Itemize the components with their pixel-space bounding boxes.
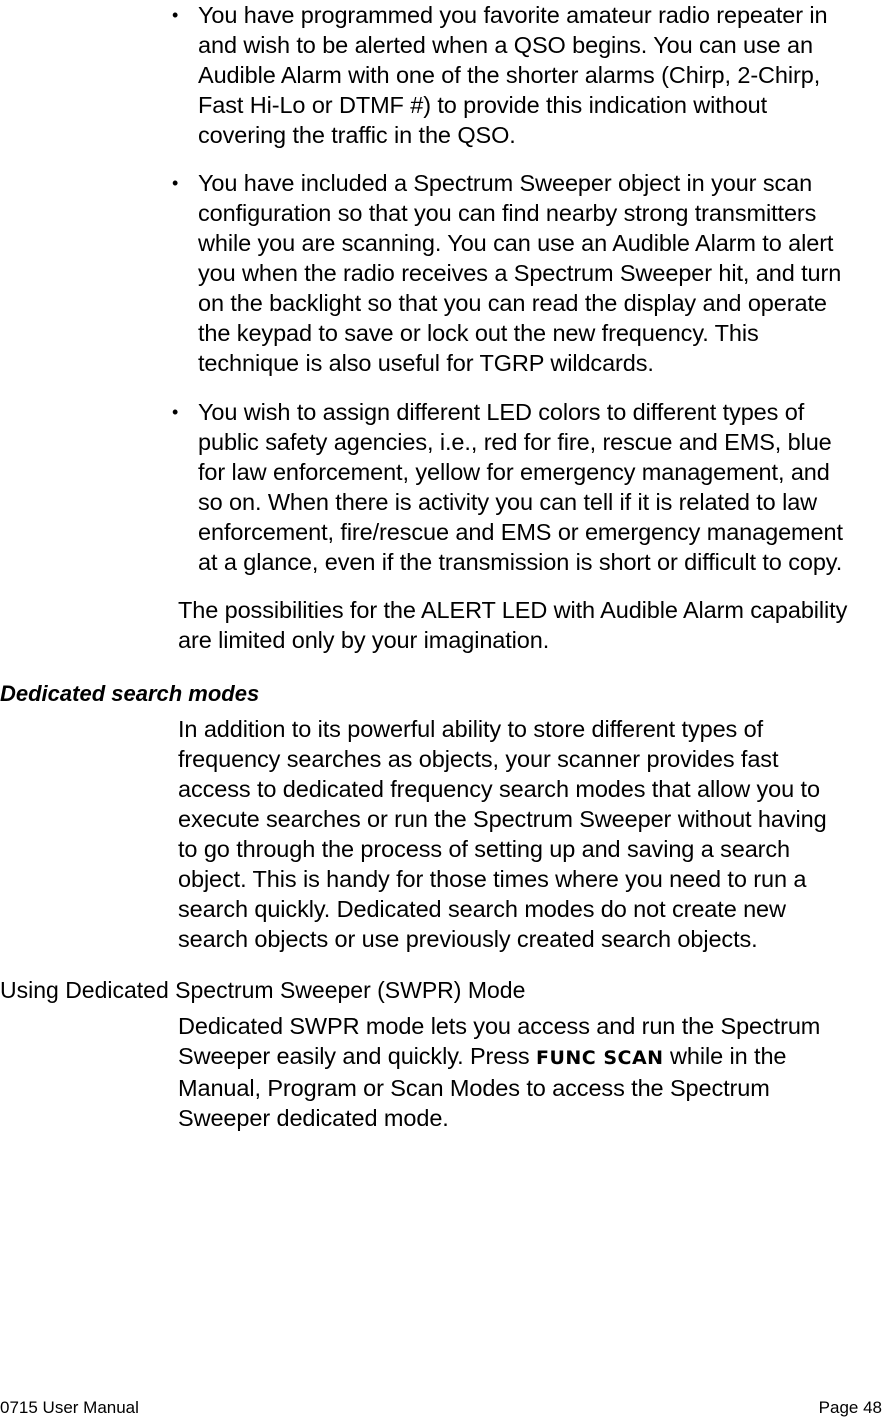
text-line: are limited only by your imagination. — [178, 627, 550, 653]
text-line: search quickly. Dedicated search modes do not create new — [178, 896, 786, 922]
text-line: The possibilities for the ALERT LED with Audible Alarm capability — [178, 597, 848, 623]
bullet-marker: • — [172, 173, 179, 193]
text-line: covering the traffic in the QSO. — [198, 122, 516, 148]
text-line: and wish to be alerted when a QSO begins. You can use an — [198, 32, 813, 58]
swpr-paragraph — [178, 1011, 894, 1133]
text-line — [178, 1041, 894, 1073]
bullet-text — [198, 397, 896, 577]
bullet-text — [198, 0, 896, 150]
text-line: execute searches or run the Spectrum Sweeper without having — [178, 806, 827, 832]
text-line: configuration so that you can find nearby strong transmitters — [198, 200, 817, 226]
bullet-marker: • — [172, 5, 179, 25]
text-line: public safety agencies, i.e., red for fire, rescue and EMS, blue — [198, 429, 832, 455]
text-line: technique is also useful for TGRP wildcards. — [198, 350, 654, 376]
section-heading-dedicated-search: Dedicated search modes — [0, 681, 260, 706]
text-line: the keypad to save or lock out the new frequency. This — [198, 320, 759, 346]
section-heading-swpr: Using Dedicated Spectrum Sweeper (SWPR) Mode — [0, 977, 526, 1003]
text-line: enforcement, fire/rescue and EMS or emergency management — [198, 519, 843, 545]
text-line: so on. When there is activity you can tell if it is related to law — [198, 489, 818, 515]
text-line: at a glance, even if the transmission is short or difficult to copy. — [198, 549, 843, 575]
text-line: Manual, Program or Scan Modes to access the Spectrum — [178, 1075, 770, 1101]
footer-manual-title: 0715 User Manual — [0, 1398, 139, 1417]
text-line: while you are scanning. You can use an Audible Alarm to alert — [198, 230, 834, 256]
text-line: object. This is handy for those times where you need to run a — [178, 866, 807, 892]
dedicated-search-paragraph — [178, 714, 894, 954]
text-line: search objects or use previously created search objects. — [178, 926, 758, 952]
text-line: access to dedicated frequency search modes that allow you to — [178, 776, 820, 802]
text-line: In addition to its powerful ability to store different types of — [178, 716, 764, 742]
text-segment: while in the — [663, 1043, 787, 1069]
text-line: Fast Hi-Lo or DTMF #) to provide this indication without — [198, 92, 768, 118]
func-scan-key-label: FUNC SCAN — [535, 1047, 664, 1069]
text-line: to go through the process of setting up and saving a search — [178, 836, 791, 862]
text-line: You wish to assign different LED colors to different types of — [198, 399, 805, 425]
text-line: you when the radio receives a Spectrum Sweeper hit, and turn — [198, 260, 842, 286]
text-line: Audible Alarm with one of the shorter alarms (Chirp, 2-Chirp, — [198, 62, 821, 88]
possibilities-paragraph — [178, 595, 894, 655]
bullet-text — [198, 168, 896, 378]
bullet-marker: • — [172, 402, 179, 422]
text-line: for law enforcement, yellow for emergency management, and — [198, 459, 830, 485]
text-line: You have included a Spectrum Sweeper object in your scan — [198, 170, 813, 196]
text-line: frequency searches as objects, your scanner provides fast — [178, 746, 779, 772]
text-line: Sweeper dedicated mode. — [178, 1105, 449, 1131]
footer-page-number: Page 48 — [818, 1398, 882, 1417]
text-line: You have programmed you favorite amateur radio repeater in — [198, 2, 828, 28]
text-line: Dedicated SWPR mode lets you access and run the Spectrum — [178, 1013, 821, 1039]
text-line: on the backlight so that you can read the display and operate — [198, 290, 827, 316]
text-segment: Sweeper easily and quickly. Press — [178, 1043, 536, 1069]
